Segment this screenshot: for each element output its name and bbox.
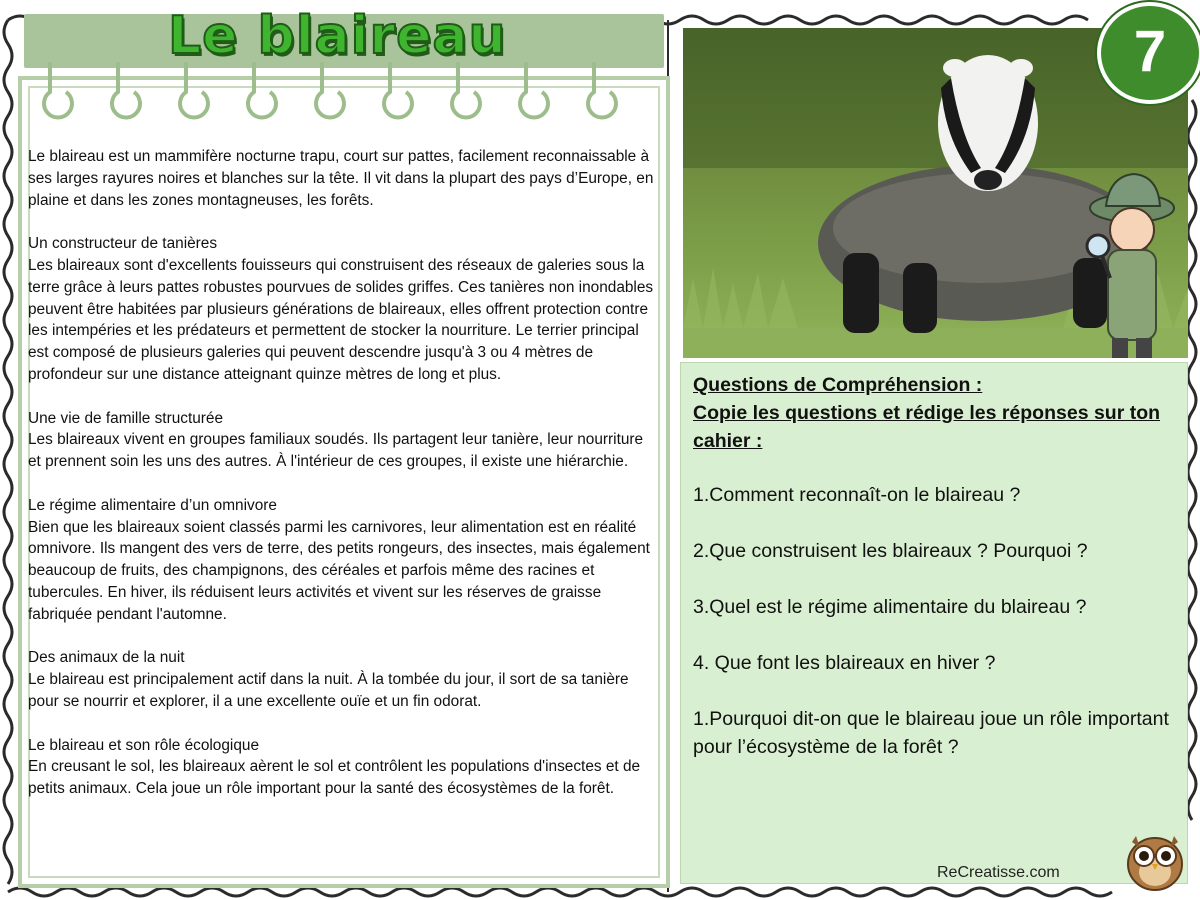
questions-instruction: Copie les questions et rédige les réponses sur ton cahier :: [693, 402, 1161, 452]
ring-icon: [316, 62, 344, 117]
section-heading: Un constructeur de tanières: [28, 235, 218, 253]
section-heading: Une vie de famille structurée: [28, 409, 224, 427]
ring-icon: [384, 62, 412, 117]
ring-icon: [112, 62, 140, 117]
section-paragraph: Les blaireaux vivent en groupes familiaux soudés. Ils partagent leur tanière, leur nourriture et prennent soin les uns des autres. À l'intérieur de ces groupes, il existe une hiérarchie.: [28, 431, 644, 471]
section-heading: Des animaux de la nuit: [28, 649, 185, 667]
ring-icon: [248, 62, 276, 117]
questions-list: [693, 481, 1173, 789]
question-item: 3.Quel est le régime alimentaire du blaireau ?: [693, 596, 1087, 618]
intro-paragraph: Le blaireau est un mammifère nocturne trapu, court sur pattes, facilement reconnaissable à ses larges rayures noires et blanches sur la tête. Il vit dans la plupart des pays d’Europe, en plaine et dans les zones montagneuses, les forêts.: [28, 148, 654, 209]
section-heading: Le blaireau et son rôle écologique: [28, 736, 260, 754]
ring-icon: [452, 62, 480, 117]
question-item: 1.Pourquoi dit-on que le blaireau joue un rôle important pour l’écosystème de la forêt ?: [693, 708, 1169, 758]
question-item: 1.Comment reconnaît-on le blaireau ?: [693, 484, 1021, 506]
section-paragraph: Les blaireaux sont d'excellents fouisseurs qui construisent des réseaux de galeries sous la terre grâce à leurs pattes robustes pourvues de solides griffes. Ces tanières non inondables peuvent être habitées par plusieurs générations de blaireaux, elles offrent protection contre les intempéries et les prédateurs et permettent de stocker la nourriture. Le terrier principal est composé de plusieurs galeries qui peuvent descendre jusqu'à 3 ou 4 mètres de profondeur sur une distance atteignant quinze mètres de long et plus.: [28, 256, 654, 383]
section-paragraph: Bien que les blaireaux soient classés parmi les carnivores, leur alimentation est en réalité omnivore. Ils mangent des vers de terre, des petits rongeurs, des insectes, mais également beaucoup de fruits, des champignons, des céréales et parfois même des racines et tubercules. En hiver, ils réduisent leurs activités et vivent sur les réserves de graisse fabriquée pendant l'automne.: [28, 518, 650, 623]
detective-cartoon: [1080, 168, 1180, 364]
owl-logo: [1124, 828, 1186, 892]
ring-icon: [588, 62, 616, 117]
ring-icon: [44, 62, 72, 117]
notebook-rings: [30, 62, 650, 142]
article-text: [28, 146, 660, 822]
questions-panel: [680, 362, 1188, 884]
section-heading: Le régime alimentaire d’un omnivore: [28, 496, 277, 514]
question-item: 2.Que construisent les blaireaux ? Pourquoi ?: [693, 540, 1088, 562]
question-item: 4. Que font les blaireaux en hiver ?: [693, 652, 996, 674]
ring-icon: [520, 62, 548, 117]
page-title: Le blaireau: [168, 6, 507, 66]
section-paragraph: Le blaireau est principalement actif dans la nuit. À la tombée du jour, il sort de sa tanière pour se nourrir et explorer, il a une excellente ouïe et un fin odorat.: [28, 671, 629, 710]
questions-title: Questions de Compréhension :: [693, 374, 983, 396]
site-credit: ReCreatisse.com: [937, 864, 1060, 881]
ring-icon: [180, 62, 208, 117]
section-paragraph: En creusant le sol, les blaireaux aèrent le sol et contrôlent les populations d'insectes et de petits animaux. Cela joue un rôle important pour la santé des écosystèmes de la forêt.: [28, 758, 641, 798]
questions-heading: [693, 371, 1163, 455]
page-number-badge: 7: [1097, 2, 1200, 104]
